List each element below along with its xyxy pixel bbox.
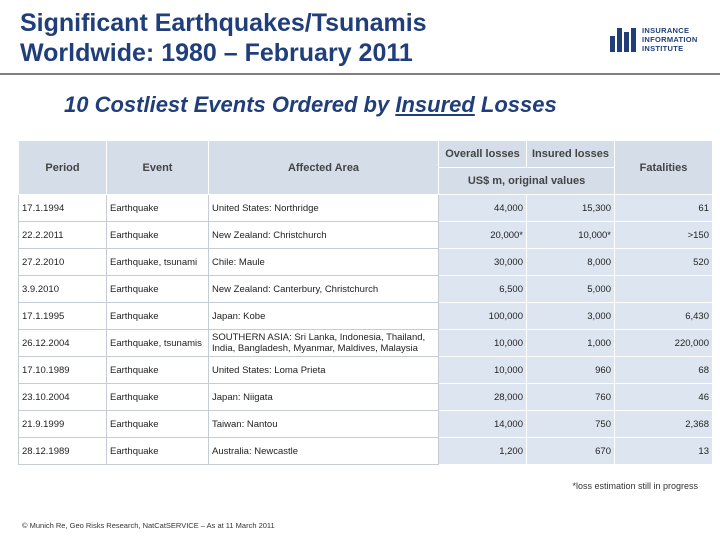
cell-overall: 100,000: [439, 303, 527, 330]
cell-period: 17.1.1995: [19, 303, 107, 330]
cell-area: Australia: Newcastle: [209, 438, 439, 465]
header-event: Event: [107, 141, 209, 195]
cell-overall: 10,000: [439, 357, 527, 384]
cell-event: Earthquake, tsunami: [107, 249, 209, 276]
table-row: [19, 222, 713, 249]
cell-event: Earthquake: [107, 276, 209, 303]
footnote: *loss estimation still in progress: [572, 481, 698, 491]
cell-insured: 3,000: [527, 303, 615, 330]
table-row: [19, 303, 713, 330]
cell-fatalities: 520: [615, 249, 713, 276]
cell-area: Japan: Kobe: [209, 303, 439, 330]
cell-fatalities: 220,000: [615, 330, 713, 357]
table-row: [19, 411, 713, 438]
cell-fatalities: 2,368: [615, 411, 713, 438]
page-title: [20, 8, 427, 68]
cell-period: 28.12.1989: [19, 438, 107, 465]
cell-insured: 8,000: [527, 249, 615, 276]
cell-overall: 6,500: [439, 276, 527, 303]
subtitle: 10 Costliest Events Ordered by Insured Losses: [64, 92, 557, 117]
cell-overall: 14,000: [439, 411, 527, 438]
cell-fatalities: 68: [615, 357, 713, 384]
cell-event: Earthquake: [107, 357, 209, 384]
cell-period: 17.1.1994: [19, 195, 107, 222]
cell-fatalities: 13: [615, 438, 713, 465]
cell-overall: 30,000: [439, 249, 527, 276]
cell-overall: 28,000: [439, 384, 527, 411]
cell-overall: 20,000*: [439, 222, 527, 249]
cell-period: 21.9.1999: [19, 411, 107, 438]
header-insured-losses: Insured losses: [527, 141, 615, 168]
cell-insured: 15,300: [527, 195, 615, 222]
cell-event: Earthquake: [107, 438, 209, 465]
cell-period: 22.2.2011: [19, 222, 107, 249]
cell-overall: 1,200: [439, 438, 527, 465]
header-fatalities: Fatalities: [615, 141, 713, 195]
cell-area: New Zealand: Christchurch: [209, 222, 439, 249]
header-period: Period: [19, 141, 107, 195]
cell-overall: 44,000: [439, 195, 527, 222]
table-row: [19, 195, 713, 222]
cell-fatalities: 61: [615, 195, 713, 222]
cell-area: SOUTHERN ASIA: Sri Lanka, Indonesia, Thailand, India, Bangladesh, Myanmar, Maldives, Malaysia: [209, 330, 439, 357]
header-affected-area: Affected Area: [209, 141, 439, 195]
cell-event: Earthquake, tsunamis: [107, 330, 209, 357]
cell-fatalities: [615, 276, 713, 303]
cell-insured: 760: [527, 384, 615, 411]
cell-insured: 670: [527, 438, 615, 465]
table-row: [19, 438, 713, 465]
table-row: [19, 276, 713, 303]
title-line-2: Worldwide: 1980 – February 2011: [20, 39, 413, 67]
cell-area: United States: Loma Prieta: [209, 357, 439, 384]
cell-area: Taiwan: Nantou: [209, 411, 439, 438]
logo-text: INSURANCE INFORMATION INSTITUTE: [642, 26, 698, 53]
cell-period: 27.2.2010: [19, 249, 107, 276]
cell-period: 23.10.2004: [19, 384, 107, 411]
cell-area: Japan: Niigata: [209, 384, 439, 411]
cell-fatalities: >150: [615, 222, 713, 249]
header-overall-losses: Overall losses: [439, 141, 527, 168]
losses-table: [18, 140, 713, 465]
cell-area: United States: Northridge: [209, 195, 439, 222]
cell-event: Earthquake: [107, 195, 209, 222]
table-row: [19, 357, 713, 384]
cell-event: Earthquake: [107, 222, 209, 249]
cell-fatalities: 6,430: [615, 303, 713, 330]
cell-area: New Zealand: Canterbury, Christchurch: [209, 276, 439, 303]
cell-period: 3.9.2010: [19, 276, 107, 303]
cell-insured: 1,000: [527, 330, 615, 357]
title-line-1: Significant Earthquakes/Tsunamis: [20, 9, 427, 37]
cell-overall: 10,000: [439, 330, 527, 357]
table-row: [19, 330, 713, 357]
title-divider: [0, 73, 720, 75]
iii-logo: [610, 24, 710, 56]
cell-period: 26.12.2004: [19, 330, 107, 357]
cell-insured: 750: [527, 411, 615, 438]
cell-fatalities: 46: [615, 384, 713, 411]
cell-insured: 960: [527, 357, 615, 384]
logo-bars-icon: [610, 28, 638, 52]
cell-period: 17.10.1989: [19, 357, 107, 384]
source-note: © Munich Re, Geo Risks Research, NatCatSERVICE – As at 11 March 2011: [22, 521, 275, 530]
cell-event: Earthquake: [107, 303, 209, 330]
cell-area: Chile: Maule: [209, 249, 439, 276]
cell-event: Earthquake: [107, 384, 209, 411]
header-units: US$ m, original values: [439, 168, 615, 195]
cell-event: Earthquake: [107, 411, 209, 438]
table-row: [19, 384, 713, 411]
cell-insured: 5,000: [527, 276, 615, 303]
table-row: [19, 249, 713, 276]
cell-insured: 10,000*: [527, 222, 615, 249]
